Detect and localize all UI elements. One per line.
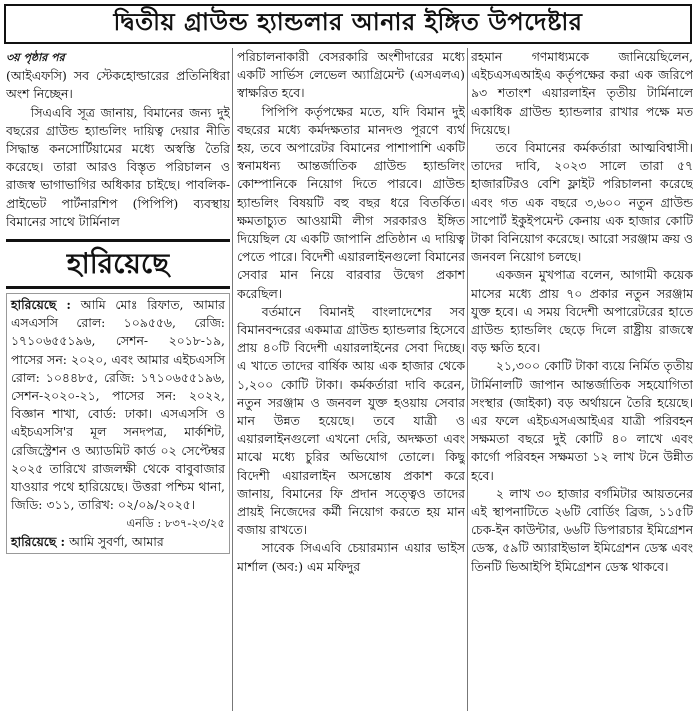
article-paragraph: পিপিপি কর্তৃপক্ষের মতে, যদি বিমান দুই বছরের মধ্যে কর্মদক্ষতার মানদণ্ড পূরণে ব্যর্থ হয়, তবে অপারেটর বিমানের পাশাপাশি একটি স্বনামধন্য আন্তর্জাতিক গ্রাউন্ড হ্যান্ডলিং কোম্পানিকে নিয়োগ দিতে পারবে। গ্রাউন্ড হ্যান্ডলিং বিষয়টি বহু বছর ধরে বিতর্কিত। ক্ষমতাচ্যুত আওয়ামী লীগ সরকারও ইঙ্গিত দিয়েছিল যে একটি জাপানি প্রতিষ্ঠান এ দায়িত্ব পেতে পারে। বিদেশী এয়ারলাইনগুলো বিমানের সেবার মান নিয়ে বারবার উদ্বেগ প্রকাশ করেছিল। xyxy=(237,103,465,301)
article-paragraph: সিএএবি সূত্র জানায়, বিমানের জন্য দুই বছরের গ্রাউন্ড হ্যান্ডলিং দায়িত্ব দেয়ার নীতি সিদ্ধান্ত কনসোর্টিয়ামের মধ্যে অস্বস্তি তৈরি করেছে। তারা আরও বিস্তৃত পরিচালন ও রাজস্ব ভাগাভাগির অধিকার চাইছে। পাবলিক-প্রাইভেট পার্টনারশিপ (পিপিপি) ব্যবস্থায় বিমানের সাথে টার্মিনাল xyxy=(6,104,230,229)
article-column-3 xyxy=(471,48,693,711)
headline-box xyxy=(4,4,692,44)
ad-code: এনডি : ৮৩৭-২৩/২৫ xyxy=(126,516,225,531)
lost-section xyxy=(6,293,230,554)
headline: দ্বিতীয় গ্রাউন্ড হ্যান্ডলার আনার ইঙ্গিত উপদেষ্টার xyxy=(113,8,583,36)
article-paragraph: সাবেক সিএএবি চেয়ারম্যান এয়ার ভাইস মার্শাল (অব:) এম মফিদুর xyxy=(237,540,465,574)
column-rule xyxy=(232,48,233,711)
article-paragraph: (আইএফসি) সব স্টেকহোল্ডারের প্রতিনিধিরা অংশ নিচ্ছেন। xyxy=(6,68,230,102)
article-column-1 xyxy=(6,48,230,711)
lost-item-label: হারিয়েছে : xyxy=(11,297,71,313)
lost-banner xyxy=(6,239,230,289)
column-rule xyxy=(467,48,468,711)
lost-item xyxy=(11,296,225,514)
article-paragraph: ২১,৩০০ কোটি টাকা ব্যয়ে নির্মিত তৃতীয় টার্মিনালটি জাপান আন্তর্জাতিক সহযোগিতা সংস্থার (জাইকা) বড় অর্থায়নে তৈরি হয়েছে। এর ফলে এইচএসএআইএর যাত্রী পরিবহন সক্ষমতা বছরে দুই কোটি ৪০ লাখে এবং কার্গো পরিবহন সক্ষমতা ১২ লাখ টনে উন্নীত হবে। xyxy=(471,358,693,483)
article-paragraph: রহমান গণমাধ্যমকে জানিয়েছিলেন, এইচএসএআইএ কর্তৃপক্ষের করা এক জরিপে ৯৩ শতাংশ এয়ারলাইন তৃতীয় টার্মিনালে একাধিক গ্রাউন্ড হ্যান্ডলার রাখার পক্ষে মত দিয়েছে। xyxy=(471,49,693,137)
lost-item-text: আমি সুবর্ণা, আমার xyxy=(69,533,164,549)
article-column-2 xyxy=(237,48,465,711)
article-paragraph: তবে বিমানের কর্মকর্তারা আত্মবিশ্বাসী। তাদের দাবি, ২০২৩ সালে তারা ৫৭ হাজারটিরও বেশি ফ্লাইট পরিচালনা করেছে এবং গত এক বছরে ৩,৬০০ নতুন গ্রাউন্ড সাপোর্ট ইকুইপমেন্ট কেনায় এক হাজার কোটি টাকা বিনিয়োগ করেছে। আরো সরঞ্জাম ক্রয় ও জনবল নিয়োগ চলছে। xyxy=(471,140,693,265)
lost-item-text: আমি মোঃ রিফাত, আমার এসএসসি রোল: ১০৯৫৫৬, রেজি: ১৭১০৬৫৫১৯৬, সেশন- ২০১৮-১৯, পাসের সন: ২০২০, এবং আমার এইচএসসি রোল: ১০৪৪৮৫, রেজি: ১৭১০৬৫৫১৯৬, সেশন-২০২০-২১, পাসের সন: ২০২২, বিজ্ঞান শাখা, বোর্ড: ঢাকা। এসএসসি ও এইচএসসি'র মূল সনদপত্র, মার্কশিট, রেজিস্ট্রেশন ও অ্যাডমিট কার্ড ০২ সেপ্টেম্বর ২০২৫ তারিখে রাজলক্ষী থেকে বাবুবাজার যাওয়ার পথে হারিয়েছে। উত্তরা পশ্চিম থানা, জিডি: ৩১১, তারিখ: ০২/০৯/২০২৫। xyxy=(11,297,225,513)
lost-banner-title: হারিয়েছে xyxy=(66,246,170,280)
lost-item xyxy=(11,533,225,551)
article-paragraph: বর্তমানে বিমানই বাংলাদেশের সব বিমানবন্দরের একমাত্র গ্রাউন্ড হ্যান্ডলার হিসেবে প্রায় ৪০টি বিদেশী এয়ারলাইনের সেবা দিচ্ছে। এ খাতে তাদের বার্ষিক আয় এক হাজার থেকে ১,২০০ কোটি টাকা। কর্মকর্তারা দাবি করেন, নতুন সরঞ্জাম ও জনবল যুক্ত হওয়ায় সেবার মান উন্নত হয়েছে। তবে যাত্রী ও এয়ারলাইনগুলো এখনো দেরি, অদক্ষতা এবং মাঝে মধ্যে চুরির অভিযোগ তোলে। কিছু বিদেশী এয়ারলাইন অসন্তোষ প্রকাশ করে জানায়, বিমানের ফি প্রদান সত্ত্বেও তাদের প্রায়ই নিজেদের কর্মী নিয়োগ করতে হয় মান বজায় রাখতে। xyxy=(237,303,465,538)
article-paragraph: পরিচালনাকারী বেসরকারি অংশীদারের মধ্যে একটি সার্ভিস লেভেল অ্যাগ্রিমেন্ট (এসএলএ) স্বাক্ষরিত হবে। xyxy=(237,49,465,101)
article-paragraph: ২ লাখ ৩০ হাজার বর্গমিটার আয়তনের এই স্থাপনাটিতে ২৬টি বোর্ডিং ব্রিজ, ১১৫টি চেক-ইন কাউন্টার, ৬৬টি ডিপারচার ইমিগ্রেশন ডেস্ক, ৫৯টি অ্যারাইভাল ইমিগ্রেশন ডেস্ক এবং তিনটি ভিআইপি ইমিগ্রেশন ডেস্ক থাকবে। xyxy=(471,485,693,574)
lost-item-label: হারিয়েছে : xyxy=(11,533,66,549)
jump-label: ৩য় পৃষ্ঠার পর xyxy=(6,51,65,64)
article-paragraph: একজন মুখপাত্র বলেন, আগামী কয়েক মাসের মধ্যে প্রায় ৭০ প্রকার নতুন সরঞ্জাম যুক্ত হবে। এ সময় বিদেশী অপারেটরের হাতে গ্রাউন্ড হ্যান্ডলিং ছেড়ে দিলে রাষ্ট্রীয় রাজস্বে বড় ক্ষতি হবে। xyxy=(471,267,693,356)
